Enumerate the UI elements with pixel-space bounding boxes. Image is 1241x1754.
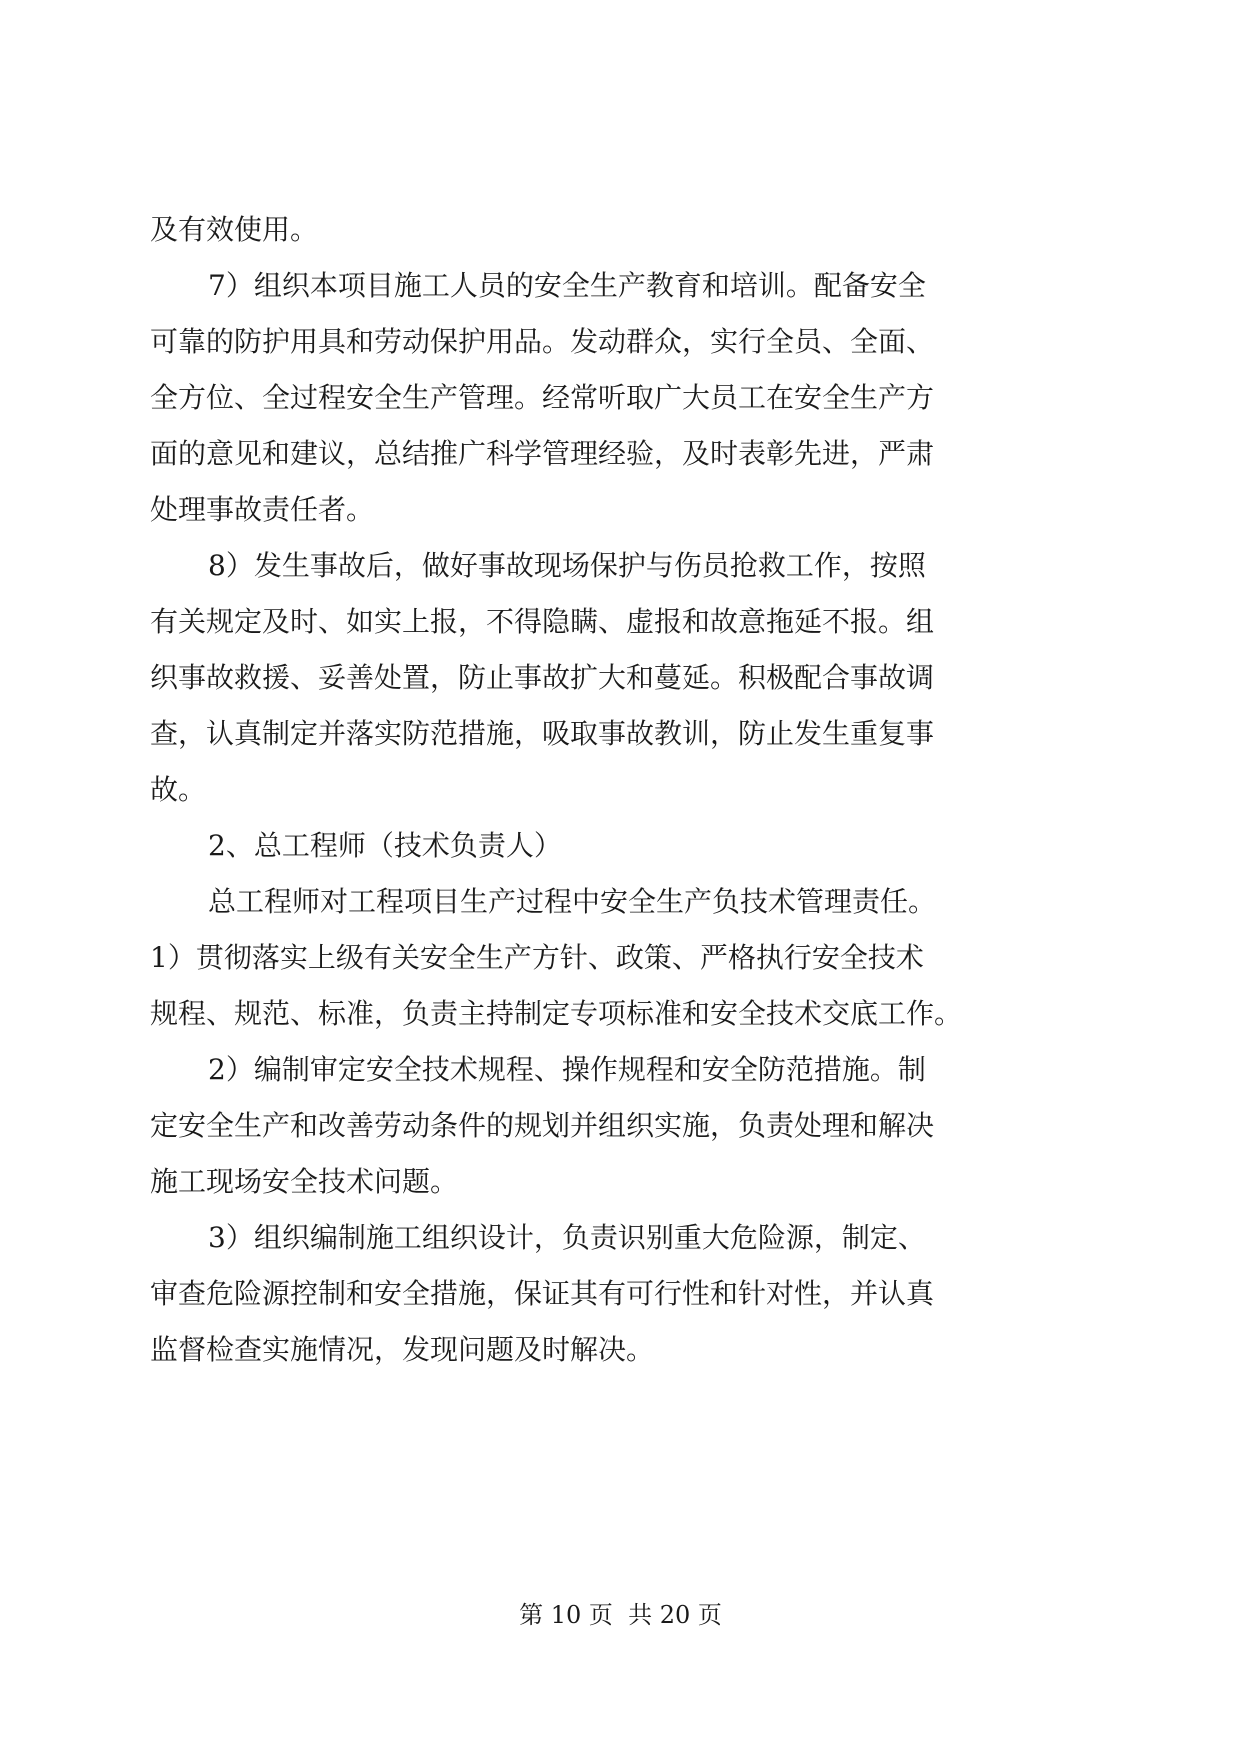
text-line: 织事故救援、妥善处置，防止事故扩大和蔓延。积极配合事故调 — [150, 661, 935, 694]
section-heading: 2、总工程师（技术负责人） — [208, 829, 562, 862]
text-line: 面的意见和建议，总结推广科学管理经验，及时表彰先进，严肃 — [150, 437, 935, 470]
text-line: 定安全生产和改善劳动条件的规划并组织实施，负责处理和解决 — [150, 1109, 935, 1142]
page-number-footer: 第 10 页 共 20 页 — [519, 1601, 722, 1629]
text-line: 监督检查实施情况，发现问题及时解决。 — [150, 1333, 655, 1366]
text-line: 规程、规范、标准，负责主持制定专项标准和安全技术交底工作。 — [150, 997, 963, 1030]
text-line: 及有效使用。 — [150, 213, 319, 246]
text-line: 3）组织编制施工组织设计，负责识别重大危险源，制定、 — [208, 1221, 926, 1254]
text-line: 审查危险源控制和安全措施，保证其有可行性和针对性，并认真 — [150, 1277, 935, 1310]
text-line: 7）组织本项目施工人员的安全生产教育和培训。配备安全 — [208, 269, 926, 302]
text-line: 施工现场安全技术问题。 — [150, 1165, 459, 1198]
text-line: 全方位、全过程安全生产管理。经常听取广大员工在安全生产方 — [150, 381, 935, 414]
text-line: 1）贯彻落实上级有关安全生产方针、政策、严格执行安全技术 — [150, 941, 924, 974]
text-line: 处理事故责任者。 — [150, 493, 375, 526]
text-line: 故。 — [150, 773, 207, 806]
text-line: 总工程师对工程项目生产过程中安全生产负技术管理责任。 — [208, 885, 937, 918]
text-line: 8）发生事故后，做好事故现场保护与伤员抢救工作，按照 — [208, 549, 926, 582]
text-line: 查，认真制定并落实防范措施，吸取事故教训，防止发生重复事 — [150, 717, 935, 750]
text-line: 可靠的防护用具和劳动保护用品。发动群众，实行全员、全面、 — [150, 325, 935, 358]
text-line: 有关规定及时、如实上报，不得隐瞒、虚报和故意拖延不报。组 — [150, 605, 935, 638]
text-line: 2）编制审定安全技术规程、操作规程和安全防范措施。制 — [208, 1053, 926, 1086]
